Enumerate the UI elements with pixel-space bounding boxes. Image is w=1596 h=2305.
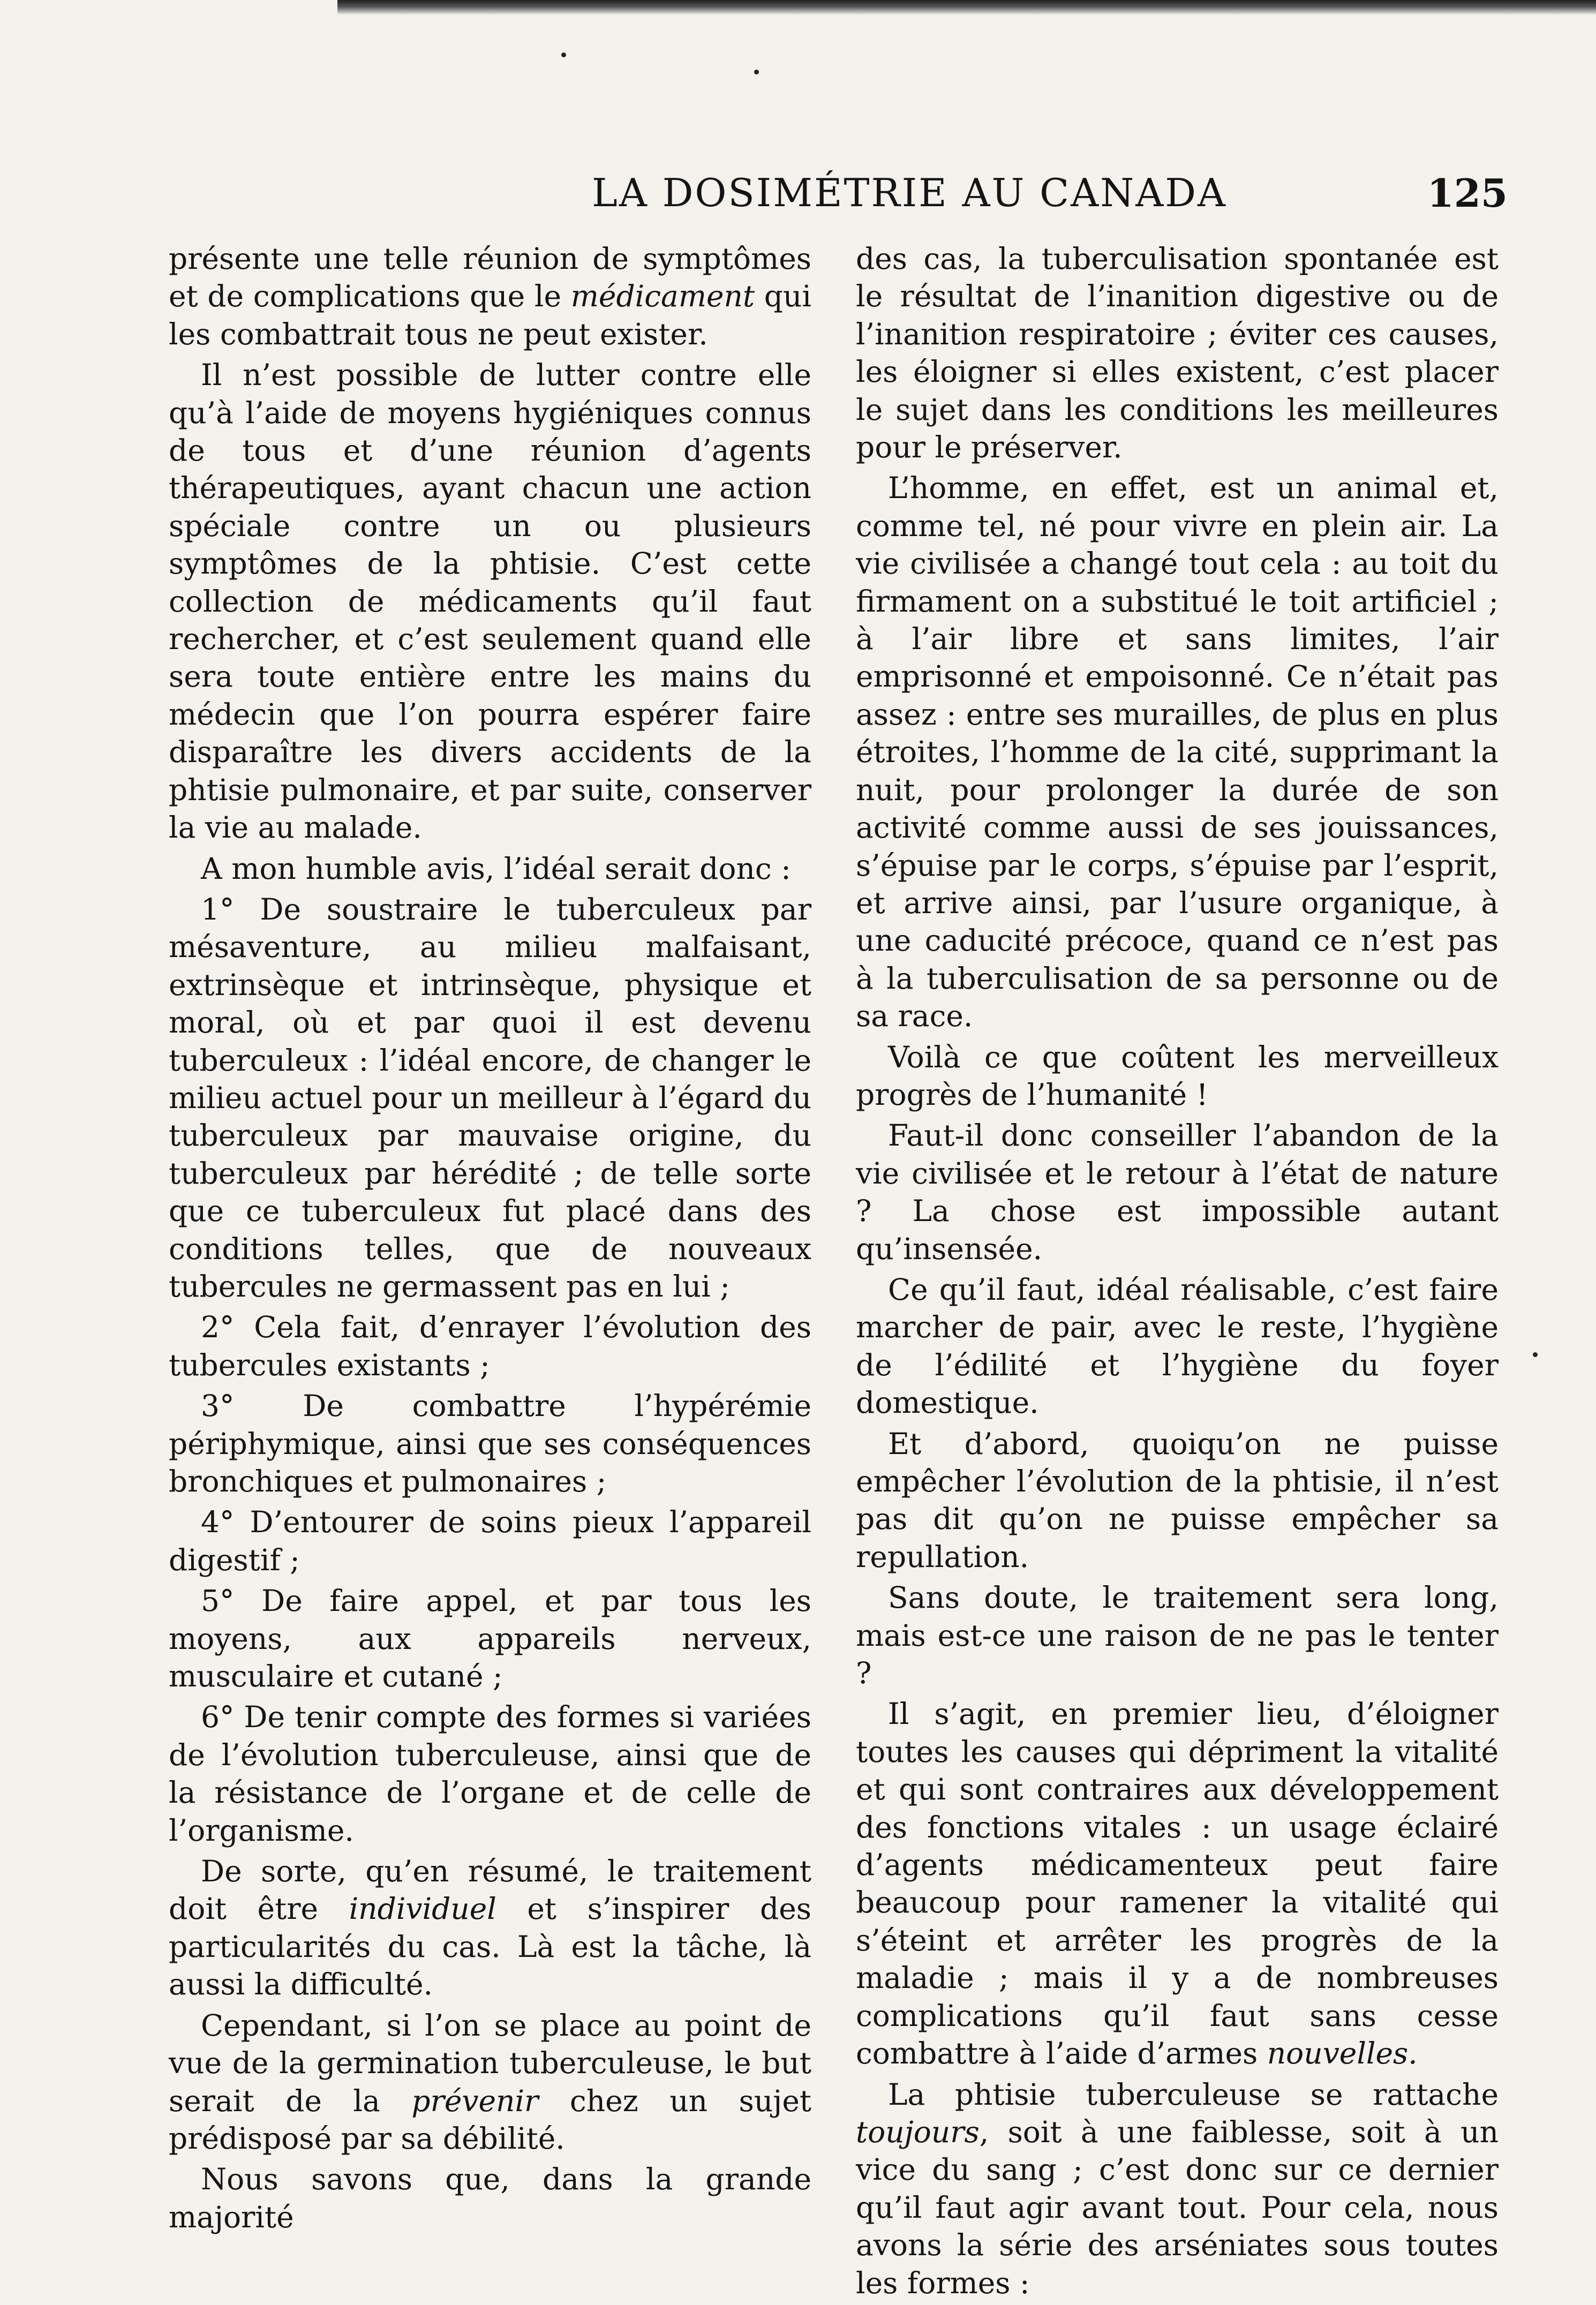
page-number: 125 xyxy=(1427,170,1508,216)
paragraph: des cas, la tuberculisation spontanée est le résultat de l’inanition digestive ou de l’inanition respiratoire ; éviter ces causes, les éloigner si elles existent, c’est placer le sujet dans les conditions les meilleures pour le préserver. xyxy=(856,242,1499,465)
paragraph: Faut-il donc conseiller l’abandon de la vie civilisée et le retour à l’état de nature ? La chose est impossible autant qu’insensée. xyxy=(856,1118,1499,1266)
paragraph: 6° De tenir compte des formes si variées de l’évolution tuberculeuse, ainsi que de la résistance de l’organe et de celle de l’organisme. xyxy=(169,1700,811,1848)
paragraph: 1° De soustraire le tuberculeux par mésaventure, au milieu malfaisant, extrinsèque et intrinsèque, physique et moral, où et par quoi il est devenu tuberculeux : l’idéal encore, de changer le milieu actuel pour un meilleur à l’égard du tuberculeux par mauvaise origine, du tuberculeux par hérédité ; de telle sorte que ce tuberculeux fut placé dans des conditions telles, que de nouveaux tubercules ne germassent pas en lui ; xyxy=(169,892,811,1304)
paragraph: Cependant, si l’on se place au point de vue de la germination tuberculeuse, le but serait de la prévenir chez un sujet prédisposé par sa débilité. xyxy=(169,2008,811,2156)
paragraph: 5° De faire appel, et par tous les moyens, aux appareils nerveux, musculaire et cutané ; xyxy=(169,1584,811,1694)
ink-speck xyxy=(754,70,759,74)
paragraph: A mon humble avis, l’idéal serait donc : xyxy=(201,851,791,886)
page-header xyxy=(169,170,1508,224)
ink-speck xyxy=(561,52,566,57)
text-column-left xyxy=(169,240,811,2239)
paragraph: Il n’est possible de lutter contre elle qu’à l’aide de moyens hygiéniques connus de tous et d’une réunion d’agents thérapeutiques, ayant chacun une action spéciale contre un ou plusieurs symptômes de la phtisie. C’est cette collection de médicaments qu’il faut rechercher, et c’est seulement quand elle sera toute entière entre les mains du médecin que l’on pourra espérer faire disparaître les divers accidents de la phtisie pulmonaire, et par suite, conserver la vie au malade. xyxy=(169,358,811,845)
paragraph: présente une telle réunion de symptômes et de complications que le médicament qui les combattrait tous ne peut exister. xyxy=(169,242,811,351)
text-column-right xyxy=(856,240,1499,2305)
paragraph: 2° Cela fait, d’enrayer l’évolution des tubercules existants ; xyxy=(169,1310,811,1382)
paragraph: Ce qu’il faut, idéal réalisable, c’est faire marcher de pair, avec le reste, l’hygiène de l’édilité et l’hygiène du foyer domestique. xyxy=(856,1272,1499,1420)
top-scan-edge xyxy=(337,0,1596,15)
paragraph: 4° D’entourer de soins pieux l’appareil digestif ; xyxy=(169,1505,811,1577)
paragraph: Il s’agit, en premier lieu, d’éloigner toutes les causes qui dépriment la vitalité et qui sont contraires aux développement des fonctions vitales : un usage éclairé d’agents médicamenteux peut faire beaucoup pour ramener la vitalité qui s’éteint et arrêter les progrès de la maladie ; mais il y a de nombreuses complications qu’il faut sans cesse combattre à l’aide d’armes nouvelles. xyxy=(856,1697,1499,2071)
paragraph: Voilà ce que coûtent les merveilleux progrès de l’humanité ! xyxy=(856,1039,1499,1112)
paragraph: Nous savons que, dans la grande majorité xyxy=(169,2162,811,2234)
paragraph: Et d’abord, quoiqu’on ne puisse empêcher l’évolution de la phtisie, il n’est pas dit qu’on ne puisse empêcher sa repullation. xyxy=(856,1426,1499,1574)
running-title: LA DOSIMÉTRIE AU CANADA xyxy=(592,170,1227,215)
ink-speck xyxy=(1533,1352,1538,1357)
paragraph: L’homme, en effet, est un animal et, comme tel, né pour vivre en plein air. La vie civilisée a changé tout cela : au toit du firmament on a substitué le toit artificiel ; à l’air libre et sans limites, l’air emprisonné et empoisonné. Ce n’était pas assez : entre ses murailles, de plus en plus étroites, l’homme de la cité, supprimant la nuit, pour prolonger la durée de son activité comme aussi de ses jouissances, s’épuise par le corps, s’épuise par l’esprit, et arrive ainsi, par l’usure organique, à une caducité précoce, quand ce n’est pas à la tuberculisation de sa personne ou de sa race. xyxy=(856,471,1499,1034)
paragraph: La phtisie tuberculeuse se rattache toujours, soit à une faiblesse, soit à un vice du sang ; c’est donc sur ce dernier qu’il faut agir avant tout. Pour cela, nous avons la série des arséniates sous toutes les formes : xyxy=(856,2077,1499,2300)
paragraph: De sorte, qu’en résumé, le traitement doit être individuel et s’inspirer des particularités du cas. Là est la tâche, là aussi la difficulté. xyxy=(169,1854,811,2002)
paragraph: Sans doute, le traitement sera long, mais est-ce une raison de ne pas le tenter ? xyxy=(856,1580,1499,1691)
paragraph: 3° De combattre l’hypérémie périphymique, ainsi que ses conséquences bronchiques et pulmonaires ; xyxy=(169,1389,811,1498)
